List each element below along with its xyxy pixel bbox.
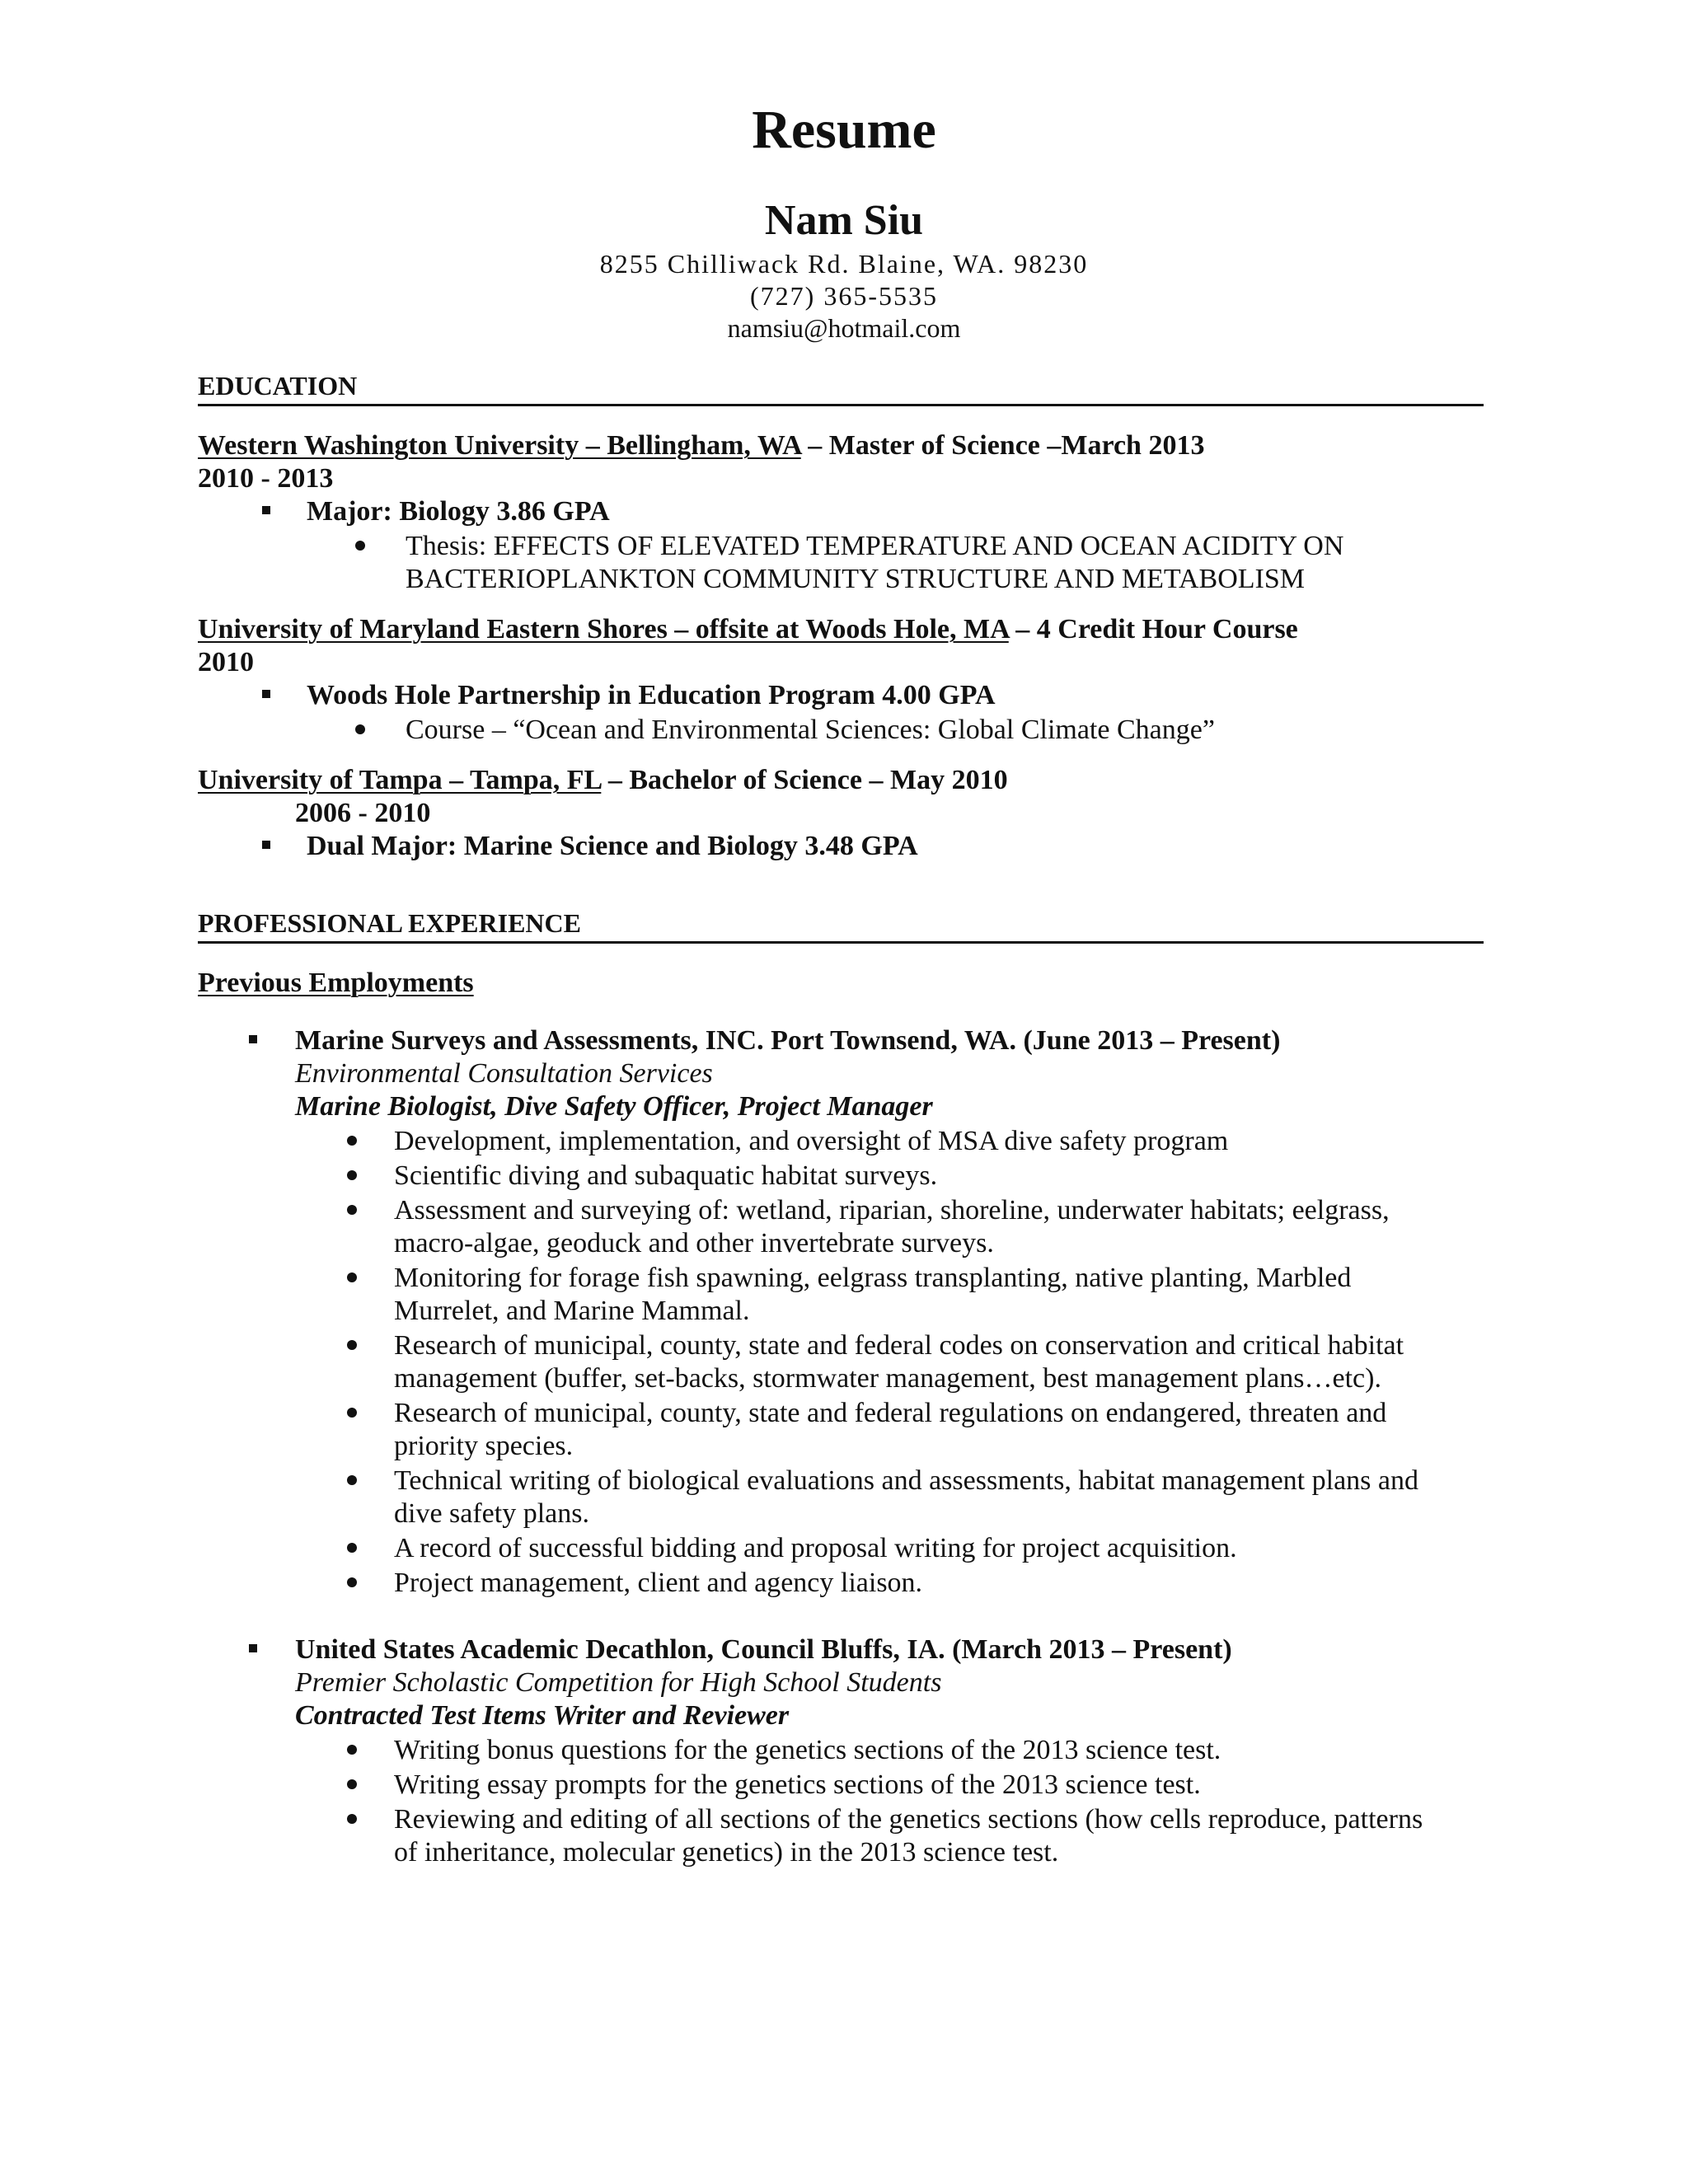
bullet-icon bbox=[347, 1408, 357, 1418]
job-1-bullet: Monitoring for forage fish spawning, eelgrass transplanting, native planting, Marbled bbox=[394, 1263, 1352, 1293]
job-1-bullet: A record of successful bidding and proposal writing for project acquisition. bbox=[394, 1533, 1237, 1563]
job-1-bullet: Project management, client and agency liaison. bbox=[394, 1568, 923, 1598]
bullet-icon bbox=[347, 1577, 357, 1587]
job-1-type: Environmental Consultation Services bbox=[295, 1058, 713, 1089]
square-bullet-icon bbox=[262, 841, 270, 849]
bullet-icon bbox=[347, 1170, 357, 1180]
bullet-icon bbox=[347, 1340, 357, 1350]
job-1-organization: Marine Surveys and Assessments, INC. Port Townsend, WA. (June 2013 – Present) bbox=[295, 1025, 1281, 1056]
job-1-role: Marine Biologist, Dive Safety Officer, Project Manager bbox=[295, 1091, 933, 1122]
education-item: Woods Hole Partnership in Education Program 4.00 GPA bbox=[307, 680, 996, 710]
bullet-icon bbox=[347, 1814, 357, 1824]
degree-info: – 4 Credit Hour Course bbox=[1008, 614, 1298, 644]
job-1-bullet: Assessment and surveying of: wetland, riparian, shoreline, underwater habitats; eelgrass, bbox=[394, 1195, 1390, 1226]
job-2-role: Contracted Test Items Writer and Reviewer bbox=[295, 1700, 790, 1731]
job-1-bullet: Scientific diving and subaquatic habitat surveys. bbox=[394, 1160, 938, 1191]
square-bullet-icon bbox=[249, 1644, 257, 1652]
job-1-bullet-cont: macro-algae, geoduck and other invertebrate surveys. bbox=[394, 1228, 994, 1258]
education-years: 2010 - 2013 bbox=[198, 463, 334, 494]
thesis-line-1: Thesis: EFFECTS OF ELEVATED TEMPERATURE AND OCEAN ACIDITY ON bbox=[406, 531, 1344, 561]
school-name: Western Washington University – Bellingham, WA bbox=[198, 430, 801, 461]
job-2-bullet-cont: of inheritance, molecular genetics) in the 2013 science test. bbox=[394, 1837, 1059, 1868]
school-name: University of Tampa – Tampa, FL bbox=[198, 765, 602, 795]
bullet-icon bbox=[355, 541, 365, 551]
job-1-bullet-cont: Murrelet, and Marine Mammal. bbox=[394, 1296, 750, 1326]
experience-heading: PROFESSIONAL EXPERIENCE bbox=[198, 907, 1484, 944]
job-1-bullet: Technical writing of biological evaluations and assessments, habitat management plans and bbox=[394, 1465, 1418, 1496]
education-entry-1-header bbox=[198, 429, 1204, 463]
job-2-bullet: Writing essay prompts for the genetics sections of the 2013 science test. bbox=[394, 1769, 1201, 1800]
applicant-name: Nam Siu bbox=[764, 197, 924, 244]
education-heading: EDUCATION bbox=[198, 369, 1484, 406]
job-1-bullet: Research of municipal, county, state and federal regulations on endangered, threaten and bbox=[394, 1398, 1387, 1428]
square-bullet-icon bbox=[262, 690, 270, 698]
bullet-icon bbox=[347, 1779, 357, 1789]
education-years: 2006 - 2010 bbox=[295, 798, 431, 828]
document-title: Resume bbox=[752, 100, 936, 160]
bullet-icon bbox=[355, 724, 365, 734]
job-1-bullet: Research of municipal, county, state and federal codes on conservation and critical habitat bbox=[394, 1330, 1404, 1361]
degree-info: – Bachelor of Science – May 2010 bbox=[601, 765, 1008, 795]
school-name: University of Maryland Eastern Shores – offsite at Woods Hole, MA bbox=[198, 614, 1009, 644]
contact-address: 8255 Chilliwack Rd. Blaine, WA. 98230 bbox=[599, 249, 1089, 279]
square-bullet-icon bbox=[262, 506, 270, 514]
job-2-type: Premier Scholastic Competition for High School Students bbox=[295, 1667, 942, 1698]
bullet-icon bbox=[347, 1543, 357, 1553]
square-bullet-icon bbox=[249, 1035, 257, 1043]
bullet-icon bbox=[347, 1745, 357, 1755]
job-1-bullet-cont: priority species. bbox=[394, 1431, 574, 1461]
course-line: Course – “Ocean and Environmental Sciences: Global Climate Change” bbox=[406, 715, 1215, 745]
job-2-organization: United States Academic Decathlon, Council Bluffs, IA. (March 2013 – Present) bbox=[295, 1634, 1232, 1665]
education-item: Major: Biology 3.86 GPA bbox=[307, 496, 610, 527]
bullet-icon bbox=[347, 1205, 357, 1215]
contact-phone: (727) 365-5535 bbox=[750, 281, 938, 311]
job-1-bullet: Development, implementation, and oversight of MSA dive safety program bbox=[394, 1126, 1229, 1156]
employment-subheading: Previous Employments bbox=[198, 968, 474, 998]
education-item: Dual Major: Marine Science and Biology 3.48 GPA bbox=[307, 831, 918, 861]
education-years: 2010 bbox=[198, 647, 254, 677]
job-2-bullet: Writing bonus questions for the genetics sections of the 2013 science test. bbox=[394, 1735, 1221, 1765]
job-1-bullet-cont: management (buffer, set-backs, stormwater management, best management plans…etc). bbox=[394, 1363, 1381, 1394]
contact-email[interactable]: namsiu@hotmail.com bbox=[727, 313, 961, 343]
bullet-icon bbox=[347, 1475, 357, 1485]
education-entry-2-header bbox=[198, 612, 1298, 647]
bullet-icon bbox=[347, 1272, 357, 1282]
thesis-line-2: BACTERIOPLANKTON COMMUNITY STRUCTURE AND METABOLISM bbox=[406, 564, 1305, 594]
education-entry-3-header bbox=[198, 763, 1008, 798]
bullet-icon bbox=[347, 1136, 357, 1146]
job-2-bullet: Reviewing and editing of all sections of the genetics sections (how cells reproduce, patterns bbox=[394, 1804, 1423, 1835]
job-1-bullet-cont: dive safety plans. bbox=[394, 1498, 589, 1529]
degree-info: – Master of Science –March 2013 bbox=[800, 430, 1205, 461]
